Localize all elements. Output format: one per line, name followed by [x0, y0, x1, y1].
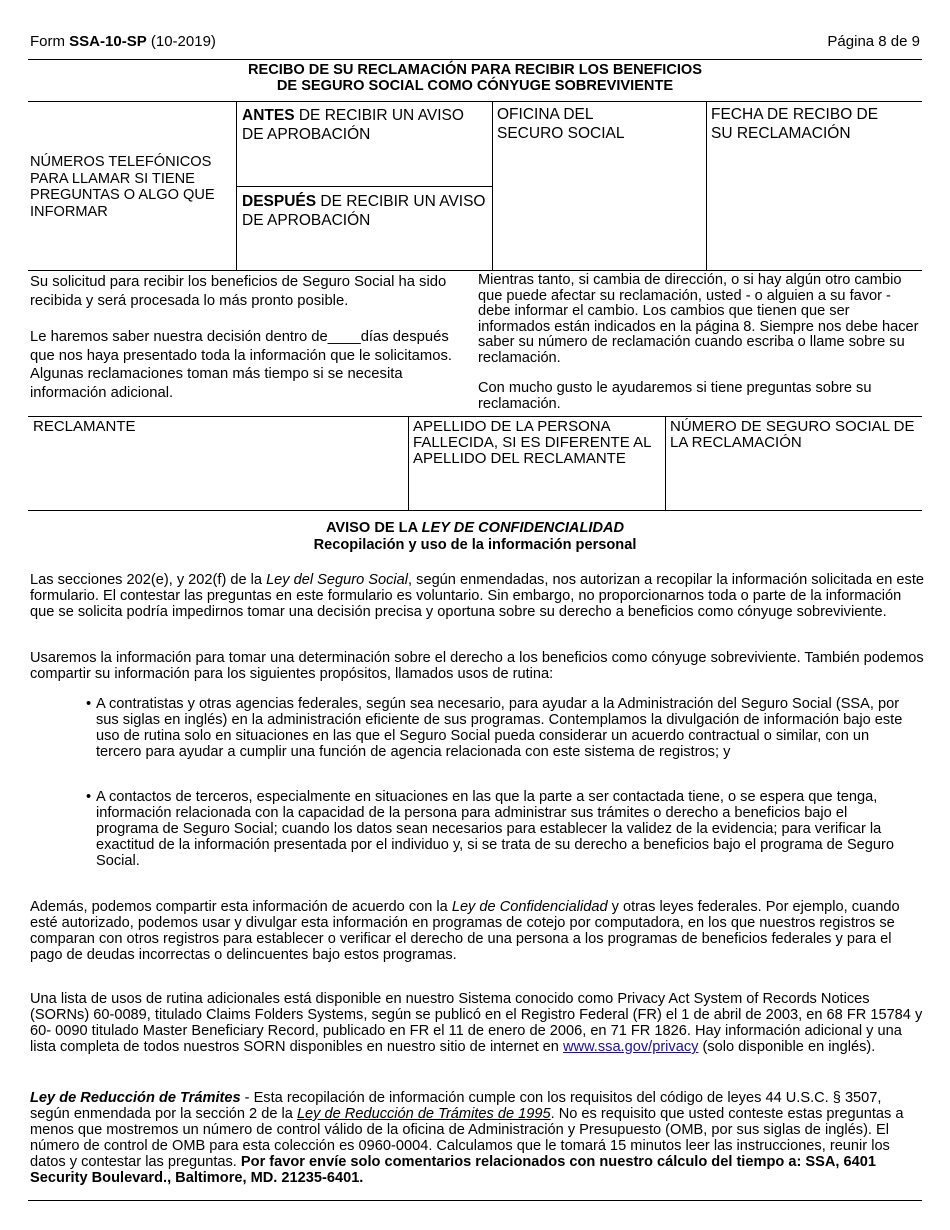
receipt-title-line1: RECIBO DE SU RECLAMACIÓN PARA RECIBIR LOS BENEFICIOS [247, 62, 703, 78]
decision-text-b: días después que nos haya presentado toda la información que le solicitamos. Algunas reclamaciones toman más tiempo si se necesita información adicional. [30, 329, 452, 401]
receipt-left-para2 [30, 328, 474, 402]
footer-divider [28, 1200, 922, 1201]
despues-rest: DE RECIBIR UN AVISO DE APROBACIÓN [242, 193, 486, 229]
bullet-item-1 [86, 696, 908, 760]
reclamante-label: RECLAMANTE [33, 418, 136, 435]
apellido-label: APELLIDO DE LA PERSONA FALLECIDA, SI ES DIFERENTE AL APELLIDO DEL RECLAMANTE [413, 418, 651, 467]
oficina-label: OFICINA DEL SECURO SOCIAL [497, 106, 625, 142]
numero-seguro-label: NÚMERO DE SEGURO SOCIAL DE LA RECLAMACIÓN [670, 418, 915, 451]
paperwork-act-law: Ley de Reducción de Trámites de 1995 [296, 1106, 551, 1122]
form-prefix: Form [30, 33, 70, 50]
privacy-para3 [30, 899, 924, 963]
receipt-title [28, 63, 922, 94]
bullet-1-text: A contratistas y otras agencias federales, según sea necesario, para ayudar a la Administración del Seguro Social (SSA, por sus siglas en inglés) en la administración eficiente de sus programas. Contemplamos la divulgación de información bajo este uso de rutina solo en situaciones en las que el Seguro Social pueda considerar un acuerdo contractual o similar, con un tercero para ayudar a cumplir una función de agencia relacionada con este sistema de registros; y [96, 696, 903, 760]
privacy-heading-a: AVISO DE LA [325, 520, 422, 536]
privacy-para4 [30, 991, 924, 1055]
bullet-item-2 [86, 789, 908, 869]
paperwork-act-para [30, 1090, 924, 1186]
paperwork-act-title: Ley de Reducción de Trámites [30, 1090, 241, 1106]
privacy-title [28, 520, 922, 554]
p5-bold-text: Por favor envíe solo comentarios relacionados con nuestro cálculo del tiempo a: SSA, 6401 Security Boulevard., Baltimore, MD. 21235-6401. [30, 1154, 876, 1186]
p3-law: Ley de Confidencialidad [451, 899, 608, 915]
despues-label [242, 192, 486, 230]
receipt-right-para1: Mientras tanto, si cambia de dirección, o si hay algún otro cambio que puede afectar su reclamación, usted - o alguien a su favor - debe informar el cambio. Los cambios que tienen que ser informados están indicados en la página 8. Siempre nos debe hacer saber su número de reclamación cuando escriba o llame sobre su reclamación. [478, 272, 919, 366]
decision-text-a: Le haremos saber nuestra decisión dentro de [30, 329, 328, 345]
privacy-link[interactable]: www.ssa.gov/privacy [562, 1039, 699, 1055]
receipt-right-text [478, 273, 922, 412]
receipt-left-text [30, 273, 474, 402]
form-number [30, 33, 216, 50]
receipt-title-line2: DE SEGURO SOCIAL COMO CÓNYUGE SOBREVIVIENTE [276, 77, 674, 94]
p5-text-a: - Esta recopilación de información cumple con los requisitos del código de leyes 44 U.S.C. § 3507, según enmendada por la sección 2 de la [30, 1090, 882, 1122]
table-divider [665, 416, 666, 511]
p3-text-a: Además, podemos compartir esta información de acuerdo con la [30, 899, 452, 915]
p4-text-a: Una lista de usos de rutina adicionales está disponible en nuestro Sistema conocido como Privacy Act System of Records Notices (SORNs) 60-0089, titulado Claims Folders Systems, según se publicó en el Registro Federal (FR) el 1 de abril de 2003, en 68 FR 15784 y 60- 0090 titulado Master Beneficiary Record, publicado en FR el 11 de enero de 2006, en 71 FR 1826. Hay información adicional y una lista completa de todos nuestros SORN disponibles en nuestro sitio de internet en [30, 991, 923, 1055]
claimant-table-bottom [28, 510, 922, 511]
receipt-right-para2: Con mucho gusto le ayudaremos si tiene preguntas sobre su reclamación. [478, 380, 872, 412]
privacy-para2 [30, 650, 924, 682]
antes-bold: ANTES [242, 107, 295, 124]
claimant-table-top [28, 416, 922, 417]
p5-text-b: . No es requisito que usted conteste estas preguntas a menos que mostremos un número de control válido de la oficina de Administración y Presupuesto (OMB, por sus siglas de inglés). El número de control de OMB para esta colección es 0960-0004. Calculamos que le tomará 15 minutos leer las instrucciones, reunir los datos y contestar las preguntas. [30, 1106, 904, 1170]
form-id: SSA-10-SP [69, 33, 147, 50]
phone-label: NÚMEROS TELEFÓNICOS PARA LLAMAR SI TIENE PREGUNTAS O ALGO QUE INFORMAR [30, 154, 215, 220]
table-divider [706, 101, 707, 270]
receipt-left-para1: Su solicitud para recibir los beneficios de Seguro Social ha sido recibida y será procesada lo más pronto posible. [30, 274, 447, 309]
p2-text: Usaremos la información para tomar una determinación sobre el derecho a los beneficios como cónyuge sobreviviente. También podemos compartir su información para los siguientes propósitos, llamados usos de rutina: [30, 650, 924, 682]
antes-rest: DE RECIBIR UN AVISO DE APROBACIÓN [242, 107, 464, 143]
privacy-heading [28, 520, 922, 537]
fecha-label: FECHA DE RECIBO DE SU RECLAMACIÓN [711, 106, 879, 142]
p1-text-b: , según enmendadas, nos autorizan a recopilar la información solicitada en este formulario. El contestar las preguntas en este formulario es voluntario. Sin embargo, no proporcionarnos toda o parte de la información que se solicita podría impedirnos tomar una decisión precisa y oportuna sobre su derecho a beneficios como cónyuge sobreviviente. [30, 572, 925, 620]
p1-law: Ley del Seguro Social [266, 572, 409, 588]
form-date: (10-2019) [146, 33, 216, 50]
privacy-heading-law: LEY DE CONFIDENCIALIDAD [421, 520, 625, 536]
bullet-icon: • [86, 789, 92, 805]
table-divider [492, 101, 493, 270]
table-divider [408, 416, 409, 511]
p1-text-a: Las secciones 202(e), y 202(f) de la [30, 572, 267, 588]
header-divider [28, 59, 922, 60]
table-divider [28, 270, 922, 271]
p4-text-b: (solo disponible en inglés). [698, 1039, 876, 1055]
table-top-line [28, 101, 922, 102]
despues-bold: DESPUÉS [242, 193, 317, 210]
bullet-2-text: A contactos de terceros, especialmente en situaciones en las que la parte a ser contactada tiene, o se espera que tenga, información relacionada con la capacidad de la persona para administrar sus trámites o derecho a beneficios bajo el programa de Seguro Social; cuando los datos sean necesarios para establecer la validez de la evidencia; para verificar la exactitud de la información presentada por el individuo y, si se trata de su derecho a beneficios bajo el programa de Seguro Social. [96, 789, 895, 869]
privacy-subtitle: Recopilación y uso de la información personal [313, 537, 637, 553]
table-divider [236, 186, 492, 187]
bullet-icon: • [86, 696, 92, 712]
days-blank: ____ [327, 329, 361, 345]
p3-text-b: y otras leyes federales. Por ejemplo, cuando esté autorizado, podemos usar y divulgar esta información en programas de cotejo por computadora, en los que nuestros registros se comparan con otros registros para establecer o verificar el derecho de una persona a los programas de beneficios federales y para el pago de deudas incorrectas o delincuentes bajo estos programas. [30, 899, 900, 963]
page-number: Página 8 de 9 [827, 33, 920, 50]
privacy-para1 [30, 572, 924, 620]
antes-label [242, 106, 486, 144]
